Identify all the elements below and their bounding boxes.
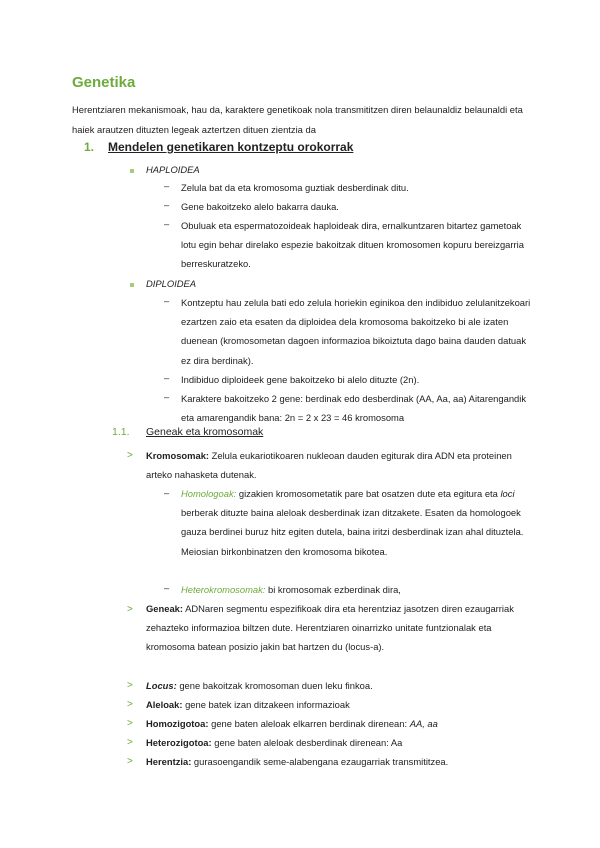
heterozigotoa-definition: [146, 733, 526, 752]
arrow-bullet-icon: >: [127, 450, 133, 461]
arrow-bullet-icon: >: [127, 680, 133, 691]
herentzia-term: Herentzia:: [146, 756, 192, 767]
homologoak-term: Homologoak:: [181, 488, 237, 499]
locus-term: Locus:: [146, 680, 177, 691]
arrow-bullet-icon: >: [127, 699, 133, 710]
homologoak-definition: [181, 484, 531, 561]
section-1-1-number: 1.1.: [112, 426, 130, 438]
locus-text: gene bakoitzak kromosoman duen leku finkoa.: [176, 680, 373, 691]
heterozigotoa-term: Heterozigotoa:: [146, 737, 212, 748]
dash-bullet: –: [164, 372, 170, 383]
heterokromosomak-text: bi kromosomak ezberdinak dira,: [265, 584, 401, 595]
homozigotoa-text: gene baten aleloak elkarren berdinak direnean:: [208, 718, 410, 729]
homologoak-text-a: gizakien kromosometatik pare bat osatzen dute eta egitura eta: [236, 488, 501, 499]
aleloak-definition: [146, 695, 526, 714]
section-1-1-title: Geneak eta kromosomak: [146, 426, 264, 438]
dash-bullet: –: [164, 295, 170, 306]
heterokromosomak-term: Heterokromosomak:: [181, 584, 266, 595]
section-1-title: Mendelen genetikaren kontzeptu orokorrak: [108, 140, 354, 154]
diploidea-item-3: Karaktere bakoitzeko 2 gene: berdinak edo desberdinak (AA, Aa, aa) Aitarengandik eta amarengandik bana: 2n = 2 x 23 = 46 kromosoma: [181, 393, 527, 424]
kromosomak-text: Zelula eukariotikoaren nukleoan dauden egiturak dira ADN eta proteinen arteko nahasketa dutenak.: [146, 450, 512, 481]
homozigotoa-definition: [146, 714, 526, 733]
aleloak-term: Aleloak:: [146, 699, 183, 710]
arrow-bullet-icon: >: [127, 756, 133, 767]
locus-definition: [146, 676, 526, 695]
geneak-text: ADNaren segmentu espezifikoak dira eta herentziaz jasotzen diren ezaugarriak zehazteko informazioa biltzen dute. Herentziaren oinarrizko unitate funtzionalak eta kromosoma batean posizio jakin bat hartzen du (locus-a).: [146, 603, 514, 653]
haploidea-item-3: Obuluak eta espermatozoideak haploideak dira, ernalkuntzaren bitartez gametoak lotu egin behar direlako espezie bakoitzak dituen kromosomen kopuru bereizgarria berreskuratzeko.: [181, 220, 524, 270]
loci-term: loci: [500, 488, 515, 499]
diploidea-item-2: Indibiduo diploideek gene bakoitzeko bi alelo dituzte (2n).: [181, 374, 420, 385]
page-title: Genetika: [72, 74, 136, 91]
dash-bullet: –: [164, 218, 170, 229]
heterozigotoa-text: gene baten aleloak desberdinak direnean: Aa: [211, 737, 403, 748]
dash-bullet: –: [164, 180, 170, 191]
arrow-bullet-icon: >: [127, 718, 133, 729]
arrow-bullet-icon: >: [127, 737, 133, 748]
heterokromosomak-definition: [181, 580, 531, 599]
haploidea-item-2: Gene bakoitzeko alelo bakarra dauka.: [181, 201, 339, 212]
square-bullet-icon: [130, 283, 134, 287]
aleloak-text: gene batek izan ditzakeen informazioak: [182, 699, 350, 710]
herentzia-text: gurasoengandik seme-alabengana ezaugarriak transmititzea.: [191, 756, 449, 767]
square-bullet-icon: [130, 169, 134, 173]
geneak-term: Geneak:: [146, 603, 183, 614]
dash-bullet: –: [164, 582, 170, 593]
haploidea-label: HAPLOIDEA: [146, 164, 200, 175]
arrow-bullet-icon: >: [127, 604, 133, 615]
kromosomak-definition: [146, 446, 526, 484]
intro-paragraph: Herentziaren mekanismoak, hau da, karaktere genetikoak nola transmititzen diren belaunaldiz belaunaldi eta haiek arautzen dituzten legeak aztertzen dituen zientzia da: [72, 104, 523, 135]
diploidea-item-1: Kontzeptu hau zelula bati edo zelula horiekin eginikoa den indibiduo zelulanitzekoari ezartzen zaio eta esaten da diploidea dela kromosoma bakoitzeko bi ale izaten duenean (kromosometan dagoen informazioa bikoiztuta dago baina dauden datuak ez dira berdinak).: [181, 297, 531, 366]
dash-bullet: –: [164, 199, 170, 210]
homologoak-text-b: berberak dituzte baina aleloak desberdinak izan ditzakete. Esaten da homologoek gauza berdinei buruz hitz egiten dutela, baina iritzi desberdinak izan ahal dituztela. Meiosian birkonbinatzen den kromosoma bikotea.: [181, 507, 524, 557]
kromosomak-term: Kromosomak:: [146, 450, 210, 461]
diploidea-label: DIPLOIDEA: [146, 278, 197, 289]
homozigotoa-term: Homozigotoa:: [146, 718, 209, 729]
haploidea-item-1: Zelula bat da eta kromosoma guztiak desberdinak ditu.: [181, 182, 409, 193]
geneak-definition: [146, 599, 526, 657]
herentzia-definition: [146, 752, 526, 771]
section-1-number: 1.: [84, 140, 95, 154]
dash-bullet: –: [164, 391, 170, 402]
dash-bullet: –: [164, 487, 170, 498]
homozigotoa-example: AA, aa: [409, 718, 438, 729]
